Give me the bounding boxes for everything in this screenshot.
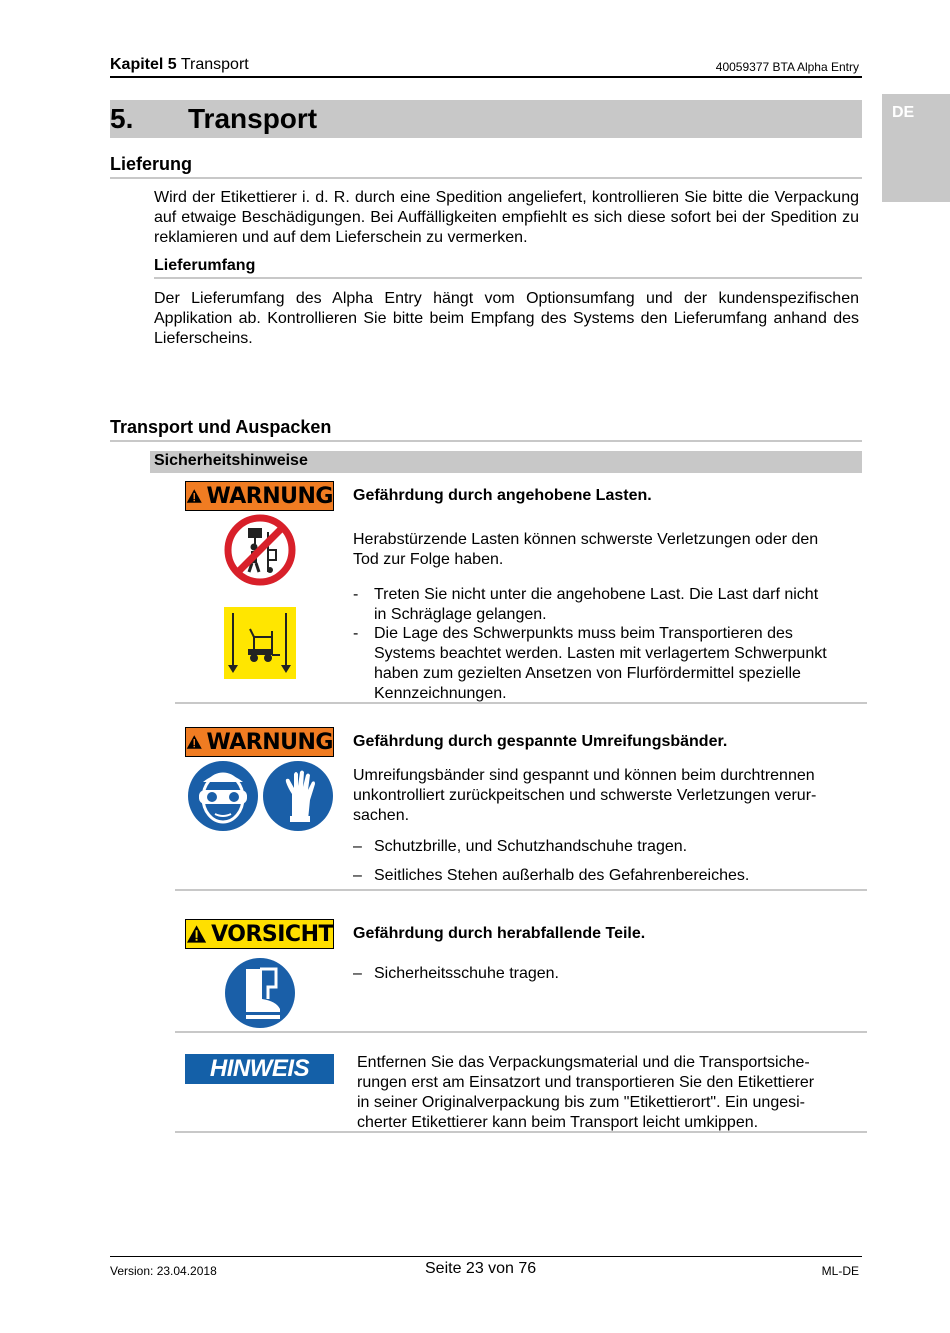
block-separator	[175, 889, 867, 891]
chapter-title-bar	[110, 100, 862, 138]
running-header	[110, 56, 249, 74]
block-text-line: rungen erst am Einsatzort und transportieren Sie den Etikettierer	[357, 1074, 815, 1091]
chapter-number: 5.	[110, 103, 134, 134]
list-item: – Schutzbrille, und Schutzhandschuhe tragen.	[353, 838, 688, 855]
chapter-label: Kapitel 5	[110, 56, 177, 73]
warning-badge	[185, 481, 334, 511]
warning-triangle-icon	[186, 732, 203, 752]
chapter-name: Transport	[180, 56, 249, 73]
warning-badge-label: WARNUNG	[206, 729, 333, 755]
page-number: Seite 23 von 76	[425, 1260, 537, 1277]
footer-divider	[110, 1256, 862, 1257]
subsection-rule	[154, 277, 862, 279]
footer-code: ML-DE	[821, 1264, 859, 1278]
document-reference: 40059377 BTA Alpha Entry	[715, 60, 859, 74]
section-heading-transport: Transport und Auspacken	[110, 417, 332, 437]
block-title: Gefährdung durch angehobene Lasten.	[353, 487, 652, 504]
caution-badge-label: VORSICHT	[211, 921, 333, 947]
safety-goggles-icon	[187, 760, 259, 832]
safety-gloves-icon	[262, 760, 334, 832]
no-standing-under-load-icon	[224, 514, 296, 586]
lieferumfang-text: Der Lieferumfang des Alpha Entry hängt vom Optionsumfang und der kundenspezifischen Applikation ab. Kontrollieren Sie bitte beim Empfang des Systems den Lieferumfang anhand des Lieferscheins.	[154, 290, 859, 347]
warning-triangle-icon	[186, 924, 207, 944]
block-text-line: cherter Etikettierer kann beim Transport leicht umkippen.	[357, 1114, 759, 1131]
block-text-line: in seiner Originalverpackung bis zum "Etikettierort". Ein ungesi-	[357, 1094, 805, 1111]
notice-badge-label: HINWEIS	[209, 1055, 310, 1082]
block-text-line: unkontrolliert zurückpeitschen und schwerste Verletzungen verur-	[353, 787, 817, 804]
forklift-center-of-gravity-icon	[224, 607, 296, 679]
block-text-line: sachen.	[353, 807, 410, 824]
list-item: – Sicherheitsschuhe tragen.	[353, 965, 559, 982]
header-divider	[110, 76, 862, 78]
chapter-title: Transport	[188, 103, 318, 134]
language-tab-label: DE	[892, 104, 915, 121]
footer-version: Version: 23.04.2018	[110, 1264, 217, 1278]
block-text-line: Entfernen Sie das Verpackungsmaterial und die Transportsiche-	[357, 1054, 810, 1071]
section-rule	[110, 440, 862, 442]
list-item: - Treten Sie nicht unter die angehobene Last. Die Last darf nicht in Schräglage gelangen.	[353, 586, 819, 623]
block-text-line: Tod zur Folge haben.	[353, 551, 504, 568]
warning-badge-label: WARNUNG	[206, 483, 333, 509]
section-rule	[110, 177, 862, 179]
notice-badge	[185, 1054, 334, 1084]
lieferung-text: Wird der Etikettierer i. d. R. durch eine Spedition angeliefert, kontrollieren Sie bitte die Verpackung auf etwaige Beschädigungen. Bei Auffälligkeiten empfiehlt es sich diese sofort bei der Spedition zu reklamieren und auf dem Lieferschein zu vermerken.	[154, 189, 859, 246]
block-separator	[175, 1031, 867, 1033]
list-item: - Die Lage des Schwerpunkts muss beim Transportieren des Systems beachtet werden. Lasten mit verlagertem Schwerpunkt haben zum gezielten Ansetzen von Flurfördermittel spezielle Kennzeichnungen.	[353, 625, 827, 702]
block-separator	[175, 1131, 867, 1133]
language-tab	[882, 94, 950, 202]
safety-boots-icon	[224, 957, 296, 1029]
section-heading-lieferung: Lieferung	[110, 154, 193, 174]
list-item: – Seitliches Stehen außerhalb des Gefahrenbereiches.	[353, 867, 750, 884]
safety-heading: Sicherheitshinweise	[154, 452, 308, 469]
warning-badge	[185, 727, 334, 757]
block-text-line: Umreifungsbänder sind gespannt und können beim durchtrennen	[353, 767, 815, 784]
block-title: Gefährdung durch herabfallende Teile.	[353, 925, 646, 942]
block-text-line: Herabstürzende Lasten können schwerste Verletzungen oder den	[353, 531, 819, 548]
caution-badge	[185, 919, 334, 949]
block-title: Gefährdung durch gespannte Umreifungsbänder.	[353, 733, 728, 750]
safety-heading-bar	[150, 451, 862, 473]
warning-triangle-icon	[186, 486, 203, 506]
subheading-lieferumfang: Lieferumfang	[154, 257, 256, 274]
block-separator	[175, 702, 867, 704]
